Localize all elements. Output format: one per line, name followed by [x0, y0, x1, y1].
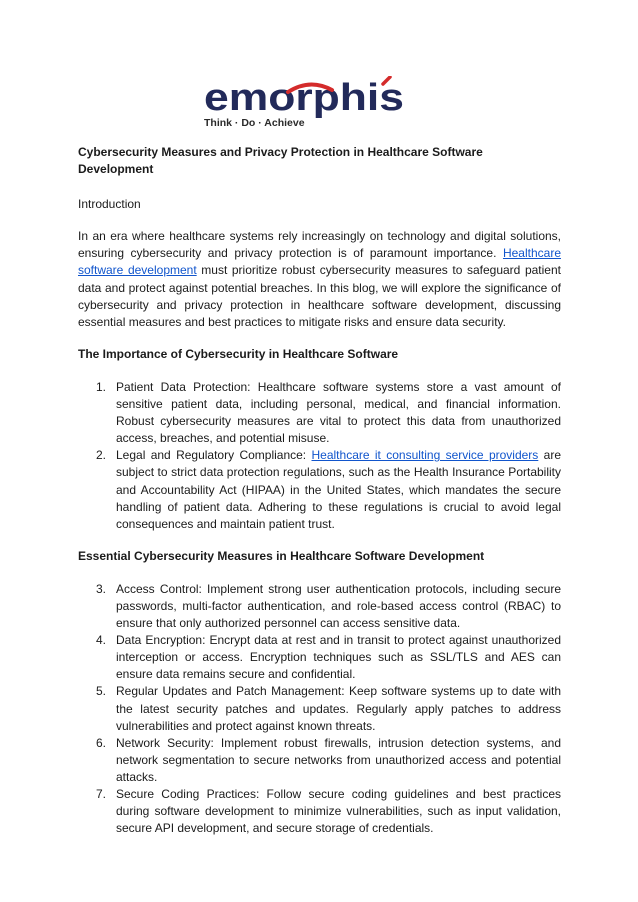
list-item-number: 3.	[96, 581, 107, 596]
list-item	[78, 735, 561, 786]
list-item	[78, 447, 561, 532]
introduction-paragraph	[78, 228, 561, 331]
list-item-text-start: Legal and Regulatory Compliance:	[116, 448, 312, 463]
list-item	[78, 379, 561, 447]
list-item	[78, 786, 561, 837]
importance-list	[78, 379, 561, 533]
list-item-text: Secure Coding Practices: Follow secure coding guidelines and best practices during software development to minimize vulnerabilities, such as input validation, secure API development, and secure storage of credentials.	[116, 787, 561, 836]
measures-list	[78, 581, 561, 837]
list-item-number: 2.	[96, 448, 107, 463]
document-title: Cybersecurity Measures and Privacy Protection in Healthcare Software Development	[78, 145, 483, 177]
list-item-number: 1.	[96, 379, 107, 394]
list-item-text: Regular Updates and Patch Management: Keep software systems up to date with the latest security patches and updates. Regularly apply patches to address vulnerabilities and protect against known threats.	[116, 684, 561, 733]
list-item-text: Patient Data Protection: Healthcare software systems store a vast amount of sensitive patient data, including personal, medical, and financial information. Robust cybersecurity measures are vital to protect this data from unauthorized access, breaches, and potential misuse.	[116, 379, 561, 446]
logo-wordmark: emorphis	[204, 77, 404, 119]
list-item-number: 4.	[96, 633, 107, 648]
list-item-text-end: are subject to strict data protection regulations, such as the Health Insurance Portability and Accountability Act (HIPAA) in the United States, which mandates the secure handling of patient data. Adhering to these regulations is crucial to avoid legal consequences and maintain patient trust.	[116, 448, 562, 531]
logo-tagline: Think · Do · Achieve	[204, 117, 305, 129]
list-item	[78, 581, 561, 632]
importance-section-heading: The Importance of Cybersecurity in Healthcare Software	[78, 346, 399, 361]
introduction-heading: Introduction	[78, 197, 141, 212]
healthcare-software-development-link[interactable]: Healthcare software development	[78, 246, 561, 278]
healthcare-it-consulting-link[interactable]: Healthcare it consulting service providers	[311, 448, 539, 463]
logo-graphic	[202, 76, 412, 132]
list-item-number: 7.	[96, 787, 107, 801]
article-body	[78, 144, 561, 837]
list-item	[78, 632, 561, 683]
list-item-text: Network Security: Implement robust firewalls, intrusion detection systems, and network segmentation to secure networks from unauthorized access and potential attacks.	[116, 735, 561, 784]
emorphis-logo	[202, 76, 412, 132]
list-item-text: Data Encryption: Encrypt data at rest and in transit to protect against unauthorized interception or access. Encryption techniques such as SSL/TLS and AES can ensure data remains secure and confidential.	[116, 633, 561, 682]
intro-text-start: In an era where healthcare systems rely increasingly on technology and digital solutions, ensuring cybersecurity and privacy protection is of paramount importance.	[78, 229, 561, 261]
measures-section-heading: Essential Cybersecurity Measures in Healthcare Software Development	[78, 548, 485, 563]
list-item-text: Access Control: Implement strong user authentication protocols, including secure passwords, multi-factor authentication, and role-based access control (RBAC) to ensure that only authorized personnel can access sensitive data.	[116, 581, 561, 631]
list-item-number: 6.	[96, 735, 107, 750]
list-item-number: 5.	[96, 684, 107, 699]
list-item	[78, 683, 561, 734]
intro-text-end: must prioritize robust cybersecurity measures to safeguard patient data and protect against potential breaches. In this blog, we will explore the significance of cybersecurity and privacy protection in healthcare software development, discussing essential measures and best practices to mitigate risks and ensure data security.	[78, 263, 561, 329]
